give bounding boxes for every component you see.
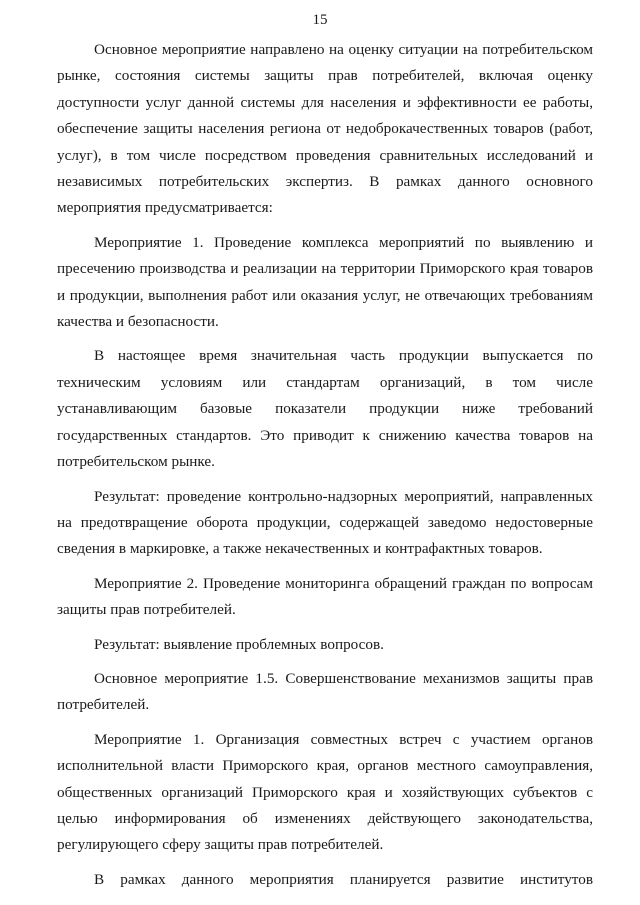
paragraph-technical-conditions: В настоящее время значительная часть продукции выпускается по техническим условиям или стандартам организаций, в том числе устанавливающим базовые показатели продукции ниже требований государственных стандартов. Это приводит к снижению качества товаров на потребительском рынке. — [57, 347, 593, 471]
paragraph-result-problems: Результат: выявление проблемных вопросов. — [94, 635, 384, 653]
paragraph-main-activity-1-5: Основное мероприятие 1.5. Совершенствование механизмов защиты прав потребителей. — [57, 669, 593, 714]
paragraph-activity-2: Мероприятие 2. Проведение мониторинга обращений граждан по вопросам защиты прав потребителей. — [57, 574, 593, 619]
body-text — [57, 37, 593, 901]
paragraph-joint-meetings: Мероприятие 1. Организация совместных встреч с участием органов исполнительной власти Приморского края, органов местного самоуправления, общественных организаций Приморского края и хозяйствующих субъектов с целью информирования об изменениях действующего законодательства, регулирующего сферу защиты прав потребителей. — [57, 730, 593, 854]
paragraph-activity-1: Мероприятие 1. Проведение комплекса мероприятий по выявлению и пресечению производства и реализации на территории Приморского края товаров и продукции, выполнения работ или оказания услуг, не отвечающих требованиям качества и безопасности. — [57, 233, 593, 331]
paragraph-main-activity-intro: Основное мероприятие направлено на оценку ситуации на потребительском рынке, состояния системы защиты прав потребителей, включая оценку доступности услуг данной системы для населения и эффективности ее работы, обеспечение защиты населения региона от недоброкачественных товаров (работ, услуг), в том числе посредством проведения сравнительных исследований и независимых потребительских экспертиз. В рамках данного основного мероприятия предусматривается: — [57, 41, 593, 217]
page-number: 15 — [312, 12, 328, 28]
paragraph-result-inspections: Результат: проведение контрольно-надзорных мероприятий, направленных на предотвращение оборота продукции, содержащей заведомо недостоверные сведения в маркировке, а также некачественных и контрафактных товаров. — [57, 487, 593, 558]
paragraph-institutions-development: В рамках данного мероприятия планируется развитие институтов — [94, 870, 593, 888]
